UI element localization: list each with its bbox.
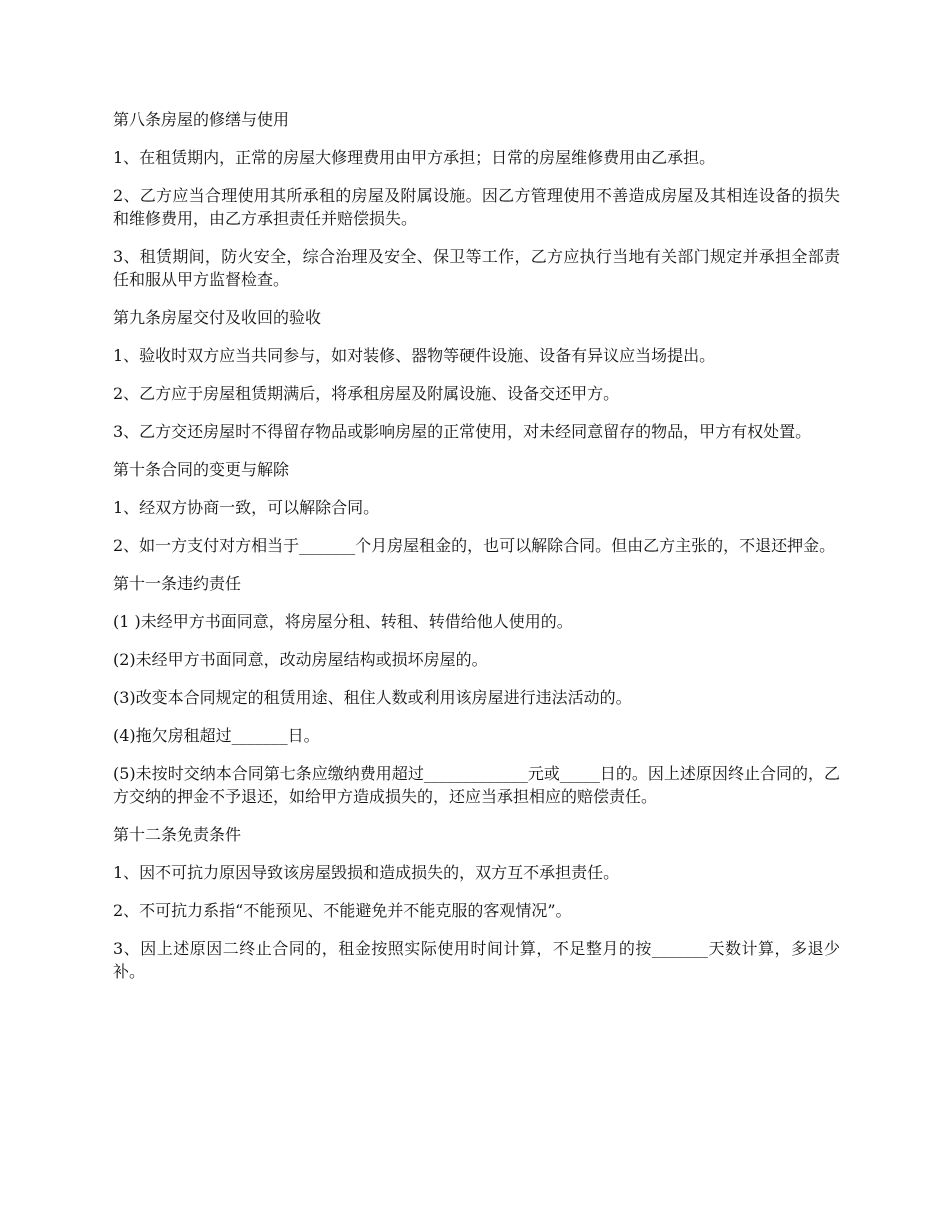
- section-heading-10: 第十条合同的变更与解除: [113, 460, 290, 479]
- clause-8-2: 2、乙方应当合理使用其所承租的房屋及附属设施。因乙方管理使用不善造成房屋及其相连设备的损失和维修费用，由乙方承担责任并赔偿损失。: [113, 186, 840, 228]
- clause-11-4: (4)拖欠房租超过_______日。: [113, 726, 320, 745]
- clause-8-1: 1、在租赁期内，正常的房屋大修理费用由甲方承担；日常的房屋维修费用由乙承担。: [113, 148, 716, 167]
- clause-10-1: 1、经双方协商一致，可以解除合同。: [113, 498, 380, 517]
- section-heading-12: 第十二条免责条件: [113, 825, 242, 844]
- section-heading-11: 第十一条违约责任: [113, 574, 242, 593]
- clause-12-2: 2、不可抗力系指“不能预见、不能避免并不能克服的客观情况”。: [113, 901, 572, 920]
- clause-12-3: 3、因上述原因二终止合同的，租金按照实际使用时间计算，不足整月的按_______天数计算，多退少补。: [113, 939, 840, 981]
- section-heading-8: 第八条房屋的修缮与使用: [113, 110, 290, 129]
- section-heading-9: 第九条房屋交付及收回的验收: [113, 308, 322, 327]
- clause-12-1: 1、因不可抗力原因导致该房屋毁损和造成损失的，双方互不承担责任。: [113, 863, 620, 882]
- clause-10-2: 2、如一方支付对方相当于_______个月房屋租金的，也可以解除合同。但由乙方主张的，不退还押金。: [113, 536, 836, 555]
- clause-11-3: (3)改变本合同规定的租赁用途、租住人数或利用该房屋进行违法活动的。: [113, 688, 632, 707]
- clause-11-2: (2)未经甲方书面同意，改动房屋结构或损坏房屋的。: [113, 650, 488, 669]
- clause-9-2: 2、乙方应于房屋租赁期满后，将承租房屋及附属设施、设备交还甲方。: [113, 384, 620, 403]
- clause-11-5: (5)未按时交纳本合同第七条应缴纳费用超过_____________元或_____日的。因上述原因终止合同的，乙方交纳的押金不予退还，如给甲方造成损失的，还应当承担相应的赔偿责任。: [113, 764, 840, 806]
- clause-9-1: 1、验收时双方应当共同参与，如对装修、器物等硬件设施、设备有异议应当场提出。: [113, 346, 716, 365]
- clause-11-1: (1 )未经甲方书面同意，将房屋分租、转租、转借给他人使用的。: [113, 612, 573, 631]
- clause-8-3: 3、租赁期间，防火安全，综合治理及安全、保卫等工作，乙方应执行当地有关部门规定并承担全部责任和服从甲方监督检查。: [113, 247, 840, 289]
- clause-9-3: 3、乙方交还房屋时不得留存物品或影响房屋的正常使用，对未经同意留存的物品，甲方有权处置。: [113, 422, 812, 441]
- document-page: [113, 108, 840, 998]
